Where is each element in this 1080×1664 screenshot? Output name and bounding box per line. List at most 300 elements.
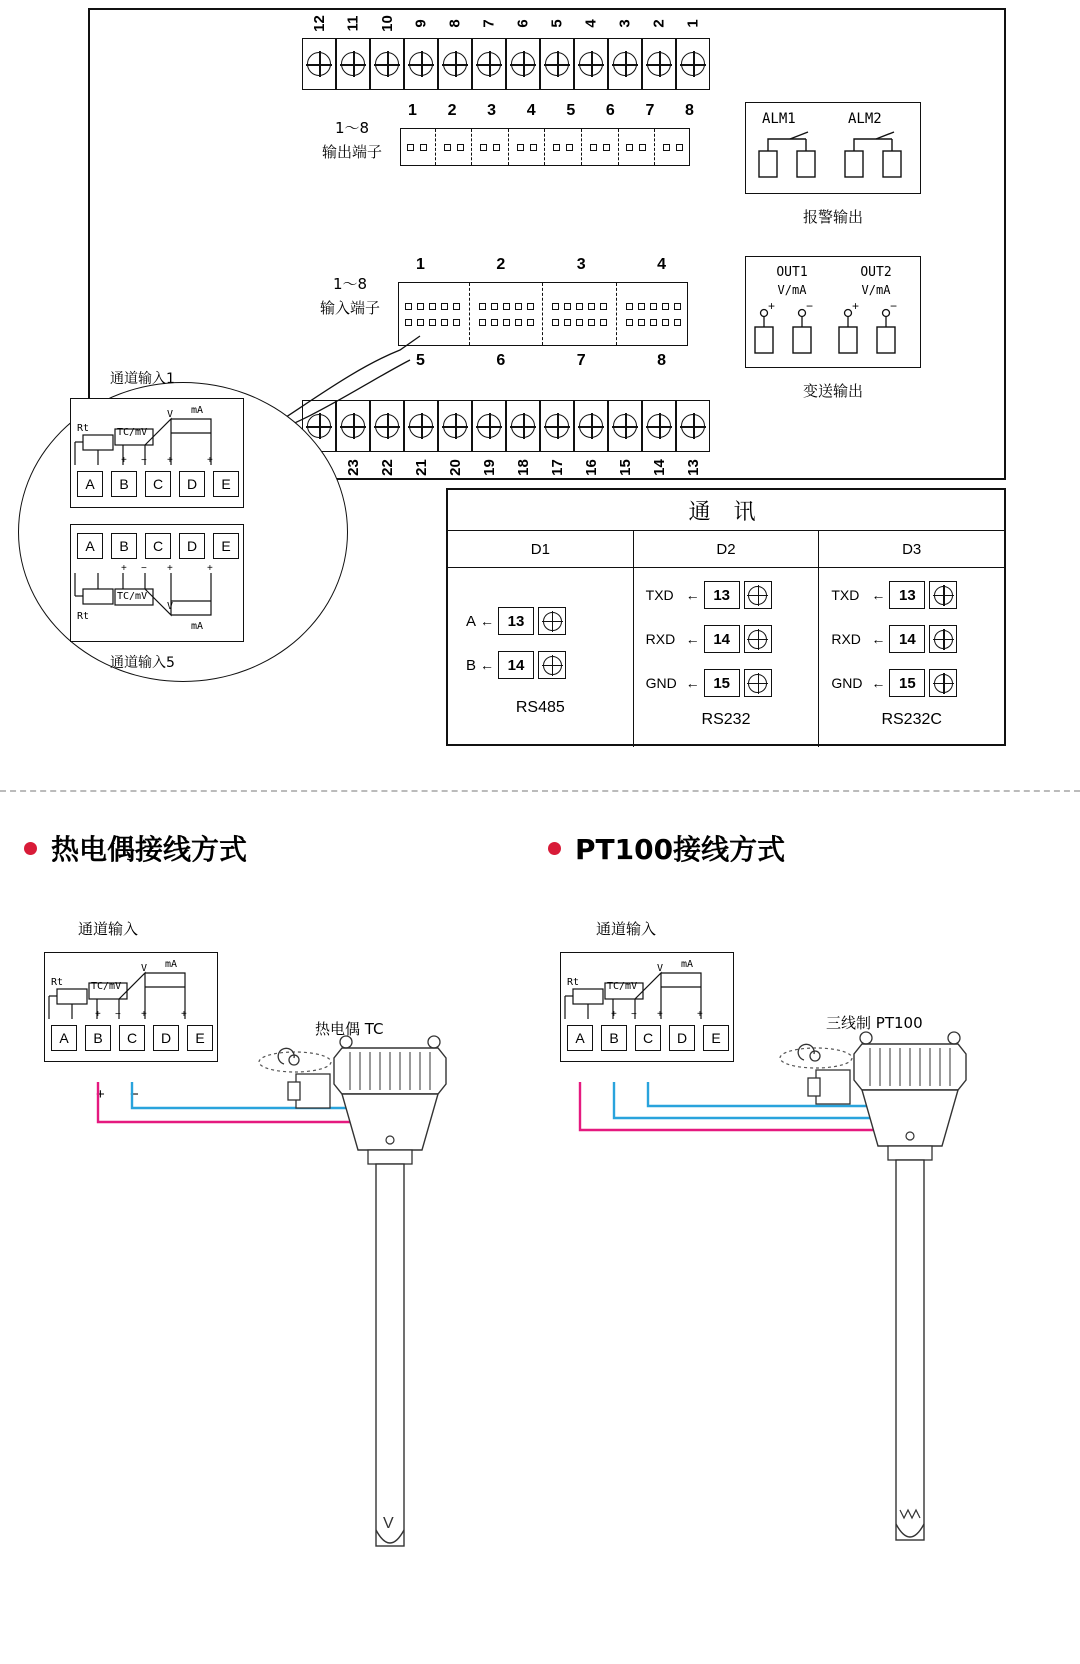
terminal-number: 22 xyxy=(378,458,396,476)
pin-number[interactable]: 15 xyxy=(704,669,740,697)
terminal-number: 3 xyxy=(616,18,634,28)
terminal-a[interactable]: A xyxy=(77,533,103,559)
output-connector-numbers xyxy=(408,102,694,120)
input-num: 2 xyxy=(496,256,506,273)
terminal-18[interactable] xyxy=(506,400,540,482)
pin[interactable] xyxy=(552,303,559,310)
pin[interactable] xyxy=(503,319,510,326)
pin[interactable] xyxy=(564,319,571,326)
comm-row-b[interactable]: B ← 14 xyxy=(466,651,566,679)
svg-text:+: + xyxy=(207,455,213,466)
pin[interactable] xyxy=(493,144,500,151)
signal-label: GND xyxy=(831,675,863,691)
terminal-b[interactable]: B xyxy=(111,471,137,497)
terminal-screw-cell[interactable] xyxy=(472,38,506,90)
pin[interactable] xyxy=(674,319,681,326)
terminal-10[interactable] xyxy=(370,8,404,90)
comm-row-a[interactable]: A ← 13 xyxy=(466,607,566,635)
svg-text:+: + xyxy=(207,563,213,574)
pin[interactable] xyxy=(650,319,657,326)
svg-text:V: V xyxy=(383,1515,394,1532)
terminal-number: 10 xyxy=(378,14,396,32)
terminal-number: 4 xyxy=(582,18,600,28)
terminal-d[interactable]: D xyxy=(669,1025,695,1051)
terminal-screw-cell[interactable] xyxy=(608,400,642,452)
screw-icon xyxy=(543,656,562,675)
output-pin-pair[interactable] xyxy=(444,144,464,151)
svg-text:mA: mA xyxy=(191,621,204,632)
screw-terminal[interactable] xyxy=(538,651,566,679)
tc-sensor-label: 热电偶 TC xyxy=(315,1020,384,1038)
svg-text:+: + xyxy=(697,1009,703,1020)
pin-number[interactable]: 14 xyxy=(498,651,534,679)
input-pin-group[interactable] xyxy=(479,303,534,326)
terminal-19[interactable] xyxy=(472,400,506,482)
pin[interactable] xyxy=(626,319,633,326)
terminal-screw-cell[interactable] xyxy=(676,38,710,90)
svg-text:mA: mA xyxy=(165,959,178,970)
divider xyxy=(618,129,619,165)
divider xyxy=(616,283,617,345)
screw-icon xyxy=(934,630,953,649)
pin[interactable] xyxy=(453,303,460,310)
tcmv-label: TC/mV xyxy=(117,591,148,602)
screw-icon xyxy=(307,52,331,76)
comm-column-d2 xyxy=(634,531,820,747)
terminal-number: 16 xyxy=(582,458,600,476)
terminal-number: 21 xyxy=(412,458,430,476)
terminal-screw-cell[interactable] xyxy=(370,38,404,90)
screw-icon xyxy=(681,414,705,438)
svg-text:−: − xyxy=(141,455,147,466)
tc-minus-label: − xyxy=(130,1086,139,1103)
pin[interactable] xyxy=(676,144,683,151)
terminal-number: 1 xyxy=(684,18,702,28)
terminal-1[interactable] xyxy=(676,8,710,90)
signal-label: A xyxy=(466,612,477,630)
pin[interactable] xyxy=(491,303,498,310)
transmit-caption: 变送输出 xyxy=(802,382,863,400)
screw-terminal[interactable] xyxy=(744,625,772,653)
pin-number[interactable]: 13 xyxy=(889,581,925,609)
terminal-number: 18 xyxy=(514,458,532,476)
terminal-screw-cell[interactable] xyxy=(404,38,438,90)
svg-text:−: − xyxy=(631,1009,637,1020)
signal-label: RXD xyxy=(645,631,676,647)
terminal-screw-cell[interactable] xyxy=(438,38,472,90)
channel-input-1-box xyxy=(70,398,244,508)
input-num: 3 xyxy=(576,256,586,273)
pt100-terminals[interactable] xyxy=(567,1025,729,1051)
bullet-icon xyxy=(548,842,561,855)
pin[interactable] xyxy=(639,144,646,151)
terminal-4[interactable] xyxy=(574,8,608,90)
terminal-c[interactable]: C xyxy=(635,1025,661,1051)
screw-icon xyxy=(409,52,433,76)
terminal-screw-cell[interactable] xyxy=(574,38,608,90)
terminal-c[interactable]: C xyxy=(145,533,171,559)
alarm-contacts-graphic xyxy=(746,129,922,195)
screw-icon xyxy=(545,414,569,438)
output-pin-pair[interactable] xyxy=(626,144,646,151)
pin[interactable] xyxy=(553,144,560,151)
output-pin-pair[interactable] xyxy=(663,144,683,151)
pin[interactable] xyxy=(527,303,534,310)
svg-text:+: + xyxy=(181,1009,187,1020)
comm-row-gnd[interactable]: GND ← 15 xyxy=(646,669,772,697)
pin[interactable] xyxy=(603,144,610,151)
comm-column-d3 xyxy=(819,531,1004,747)
terminal-screw-cell[interactable] xyxy=(302,38,336,90)
channel1-terminals[interactable] xyxy=(77,471,239,497)
tc-channel-box xyxy=(44,952,218,1062)
terminal-number: 6 xyxy=(514,18,532,28)
terminal-d[interactable]: D xyxy=(179,533,205,559)
pin[interactable] xyxy=(662,319,669,326)
svg-text:−: − xyxy=(141,563,147,574)
pin[interactable] xyxy=(479,319,486,326)
channel5-terminals[interactable] xyxy=(77,533,239,559)
divider xyxy=(581,129,582,165)
tcmv-label: TC/mV xyxy=(607,981,638,992)
terminal-b[interactable]: B xyxy=(85,1025,111,1051)
pin[interactable] xyxy=(441,303,448,310)
terminal-screw-cell[interactable] xyxy=(574,400,608,452)
terminal-11[interactable] xyxy=(336,8,370,90)
terminal-screw-cell[interactable] xyxy=(642,400,676,452)
terminal-screw-cell[interactable] xyxy=(540,400,574,452)
divider xyxy=(435,129,436,165)
terminal-c[interactable]: C xyxy=(119,1025,145,1051)
pt100-channel-caption: 通道输入 xyxy=(596,920,657,938)
terminal-16[interactable] xyxy=(574,400,608,482)
input-label-line1: 1～8 xyxy=(332,275,368,293)
top-terminal-strip xyxy=(302,8,710,90)
terminal-screw-cell[interactable] xyxy=(506,38,540,90)
pin[interactable] xyxy=(420,144,427,151)
output-num: 1 xyxy=(408,102,417,119)
screw-icon xyxy=(934,586,953,605)
pin[interactable] xyxy=(576,319,583,326)
input-num: 4 xyxy=(657,256,666,273)
pt100-sensor-label: 三线制 PT100 xyxy=(826,1014,923,1032)
pin[interactable] xyxy=(663,144,670,151)
screw-icon xyxy=(579,414,603,438)
terminal-2[interactable] xyxy=(642,8,676,90)
pin[interactable] xyxy=(590,144,597,151)
output-label-line2: 输出端子 xyxy=(321,143,382,161)
output-num: 7 xyxy=(645,102,655,119)
output-connector[interactable] xyxy=(400,128,690,166)
out1-label: OUT1 xyxy=(776,265,808,280)
pin[interactable] xyxy=(405,319,412,326)
comm-col-footer: RS485 xyxy=(515,699,565,716)
screw-icon xyxy=(511,414,535,438)
screw-icon xyxy=(545,52,569,76)
pin[interactable] xyxy=(564,303,571,310)
screw-icon xyxy=(477,52,501,76)
svg-text:+: + xyxy=(657,1009,663,1020)
input-pin-group[interactable] xyxy=(552,303,607,326)
input-label-line2: 输入端子 xyxy=(319,299,380,317)
pin[interactable] xyxy=(588,303,595,310)
svg-text:mA: mA xyxy=(681,959,694,970)
pin[interactable] xyxy=(457,144,464,151)
pin[interactable] xyxy=(491,319,498,326)
alarm2-label: ALM2 xyxy=(848,111,882,127)
terminal-number: 15 xyxy=(616,458,634,476)
terminal-e[interactable]: E xyxy=(187,1025,213,1051)
communication-table xyxy=(446,488,1006,746)
comm-col-title: D2 xyxy=(634,531,819,568)
pin[interactable] xyxy=(576,303,583,310)
terminal-b[interactable]: B xyxy=(601,1025,627,1051)
pt100-probe-graphic xyxy=(768,1024,998,1570)
screw-icon xyxy=(341,52,365,76)
out1-plus: + xyxy=(768,299,776,313)
terminal-12[interactable] xyxy=(302,8,336,90)
svg-text:+: + xyxy=(121,563,127,574)
output-num: 8 xyxy=(685,102,694,119)
pin[interactable] xyxy=(650,303,657,310)
terminal-number: 9 xyxy=(412,18,430,28)
terminal-screw-cell[interactable] xyxy=(608,38,642,90)
rt-label: Rt xyxy=(567,977,580,988)
terminal-a[interactable]: A xyxy=(567,1025,593,1051)
output-pin-pair[interactable] xyxy=(590,144,610,151)
input-connector-numbers-top xyxy=(416,256,666,274)
pin[interactable] xyxy=(405,303,412,310)
screw-terminal[interactable] xyxy=(744,581,772,609)
pin[interactable] xyxy=(674,303,681,310)
pin[interactable] xyxy=(515,319,522,326)
channel5-circuit xyxy=(71,561,245,643)
output-num: 4 xyxy=(526,102,536,119)
screw-icon xyxy=(934,674,953,693)
divider xyxy=(544,129,545,165)
pin[interactable] xyxy=(662,303,669,310)
pin[interactable] xyxy=(588,319,595,326)
terminal-15[interactable] xyxy=(608,400,642,482)
bullet-icon xyxy=(24,842,37,855)
pin[interactable] xyxy=(600,319,607,326)
terminal-9[interactable] xyxy=(404,8,438,90)
terminal-screw-cell[interactable] xyxy=(472,400,506,452)
terminal-screw-cell[interactable] xyxy=(676,400,710,452)
tc-section-title-row xyxy=(24,828,247,868)
comm-row-gnd[interactable]: GND ← 15 xyxy=(831,669,957,697)
signal-label: GND xyxy=(645,675,677,691)
pin-number[interactable]: 13 xyxy=(704,581,740,609)
alarm-caption: 报警输出 xyxy=(802,208,863,226)
terminal-e[interactable]: E xyxy=(213,533,239,559)
input-terminal-label xyxy=(300,272,400,320)
screw-icon xyxy=(613,414,637,438)
screw-icon xyxy=(647,414,671,438)
comm-row-txd[interactable]: TXD ← 13 xyxy=(831,581,957,609)
screw-icon xyxy=(748,674,767,693)
rt-label: Rt xyxy=(77,423,90,434)
terminal-e[interactable]: E xyxy=(703,1025,729,1051)
signal-label: TXD xyxy=(831,587,860,603)
pin[interactable] xyxy=(429,303,436,310)
pin[interactable] xyxy=(515,303,522,310)
pin-number[interactable]: 13 xyxy=(498,607,534,635)
comm-row-rxd[interactable]: RXD ← 14 xyxy=(646,625,772,653)
transmit-output-box xyxy=(745,256,921,368)
svg-text:+: + xyxy=(611,1009,617,1020)
comm-col-title: D1 xyxy=(448,531,633,568)
tc-section-title: 热电偶接线方式 xyxy=(51,833,248,866)
pin-number[interactable]: 14 xyxy=(704,625,740,653)
terminal-number: 2 xyxy=(650,18,668,28)
terminal-number: 8 xyxy=(446,18,464,28)
pin-number[interactable]: 14 xyxy=(889,625,925,653)
svg-text:V: V xyxy=(167,601,174,612)
pin[interactable] xyxy=(638,319,645,326)
alarm1-label: ALM1 xyxy=(762,111,796,127)
screw-icon xyxy=(375,52,399,76)
communication-title: 通 讯 xyxy=(448,490,1004,531)
pin[interactable] xyxy=(566,144,573,151)
pin[interactable] xyxy=(417,303,424,310)
divider xyxy=(471,129,472,165)
terminal-e[interactable]: E xyxy=(213,471,239,497)
comm-column-d1 xyxy=(448,531,634,747)
channel-input-5-caption: 通道输入5 xyxy=(110,655,175,671)
channel-input-1-caption: 通道输入1 xyxy=(110,371,175,387)
output-label-line1: 1～8 xyxy=(334,119,370,137)
comm-row-rxd[interactable]: RXD ← 14 xyxy=(831,625,957,653)
screw-icon xyxy=(647,52,671,76)
pin[interactable] xyxy=(626,144,633,151)
screw-icon xyxy=(477,414,501,438)
comm-row-txd[interactable]: TXD ← 13 xyxy=(646,581,772,609)
pin[interactable] xyxy=(407,144,414,151)
out1-unit: V/mA xyxy=(777,283,807,297)
terminal-screw-cell[interactable] xyxy=(540,38,574,90)
tc-probe-graphic xyxy=(250,1030,480,1570)
screw-terminal[interactable] xyxy=(744,669,772,697)
terminal-13[interactable] xyxy=(676,400,710,482)
pin[interactable] xyxy=(503,303,510,310)
screw-terminal[interactable] xyxy=(929,669,957,697)
out2-minus: − xyxy=(890,299,898,313)
pin[interactable] xyxy=(638,303,645,310)
terminal-screw-cell[interactable] xyxy=(336,38,370,90)
out2-plus: + xyxy=(852,299,860,313)
input-num: 1 xyxy=(416,256,425,273)
svg-text:V: V xyxy=(167,409,174,420)
terminal-8[interactable] xyxy=(438,8,472,90)
input-num: 8 xyxy=(657,352,666,369)
terminal-14[interactable] xyxy=(642,400,676,482)
svg-text:−: − xyxy=(115,1009,121,1020)
input-pin-group[interactable] xyxy=(405,303,460,326)
alarm-output-box xyxy=(745,102,921,194)
screw-icon xyxy=(613,52,637,76)
terminal-6[interactable] xyxy=(506,8,540,90)
pin[interactable] xyxy=(552,319,559,326)
pin[interactable] xyxy=(527,319,534,326)
pin[interactable] xyxy=(517,144,524,151)
pin[interactable] xyxy=(626,303,633,310)
terminal-a[interactable]: A xyxy=(77,471,103,497)
output-pin-pair[interactable] xyxy=(553,144,573,151)
terminal-number: 12 xyxy=(310,14,328,32)
input-num: 5 xyxy=(416,352,425,369)
output-num: 2 xyxy=(447,102,457,119)
pt100-section-title-row xyxy=(548,828,785,868)
pin[interactable] xyxy=(600,303,607,310)
pin[interactable] xyxy=(479,303,486,310)
svg-text:mA: mA xyxy=(191,405,204,416)
svg-text:+: + xyxy=(121,455,127,466)
pin[interactable] xyxy=(453,319,460,326)
terminal-screw-cell[interactable] xyxy=(642,38,676,90)
pin-number[interactable]: 15 xyxy=(889,669,925,697)
terminal-3[interactable] xyxy=(608,8,642,90)
input-num: 6 xyxy=(496,352,506,369)
terminal-b[interactable]: B xyxy=(111,533,137,559)
screw-icon xyxy=(748,630,767,649)
svg-text:V: V xyxy=(657,963,664,974)
pin[interactable] xyxy=(417,319,424,326)
terminal-d[interactable]: D xyxy=(179,471,205,497)
pin[interactable] xyxy=(480,144,487,151)
input-pin-group[interactable] xyxy=(626,303,681,326)
terminal-number: 7 xyxy=(480,18,498,28)
screw-icon xyxy=(579,52,603,76)
svg-text:+: + xyxy=(141,1009,147,1020)
tcmv-label: TC/mV xyxy=(117,427,148,438)
output-pin-pair[interactable] xyxy=(480,144,500,151)
screw-terminal[interactable] xyxy=(929,581,957,609)
divider xyxy=(508,129,509,165)
pin[interactable] xyxy=(441,319,448,326)
input-num: 7 xyxy=(576,352,586,369)
output-num: 3 xyxy=(487,102,497,119)
terminal-number: 5 xyxy=(548,18,566,28)
output-pin-pair[interactable] xyxy=(517,144,537,151)
tc-terminals[interactable] xyxy=(51,1025,213,1051)
terminal-d[interactable]: D xyxy=(153,1025,179,1051)
terminal-screw-cell[interactable] xyxy=(506,400,540,452)
output-num: 6 xyxy=(605,102,615,119)
terminal-a[interactable]: A xyxy=(51,1025,77,1051)
output-terminal-label xyxy=(302,116,402,164)
terminal-5[interactable] xyxy=(540,8,574,90)
pin[interactable] xyxy=(530,144,537,151)
pin[interactable] xyxy=(429,319,436,326)
screw-icon xyxy=(681,52,705,76)
svg-text:+: + xyxy=(167,563,173,574)
screw-terminal[interactable] xyxy=(929,625,957,653)
transmit-contacts-graphic xyxy=(746,301,922,369)
terminal-17[interactable] xyxy=(540,400,574,482)
terminal-number: 17 xyxy=(548,458,566,476)
section-divider xyxy=(0,790,1080,792)
terminal-c[interactable]: C xyxy=(145,471,171,497)
screw-terminal[interactable] xyxy=(538,607,566,635)
pin[interactable] xyxy=(444,144,451,151)
terminal-number: 14 xyxy=(650,458,668,476)
out2-unit: V/mA xyxy=(861,283,891,297)
screw-icon xyxy=(543,612,562,631)
output-pin-pair[interactable] xyxy=(407,144,427,151)
rt-label: Rt xyxy=(51,977,64,988)
terminal-7[interactable] xyxy=(472,8,506,90)
